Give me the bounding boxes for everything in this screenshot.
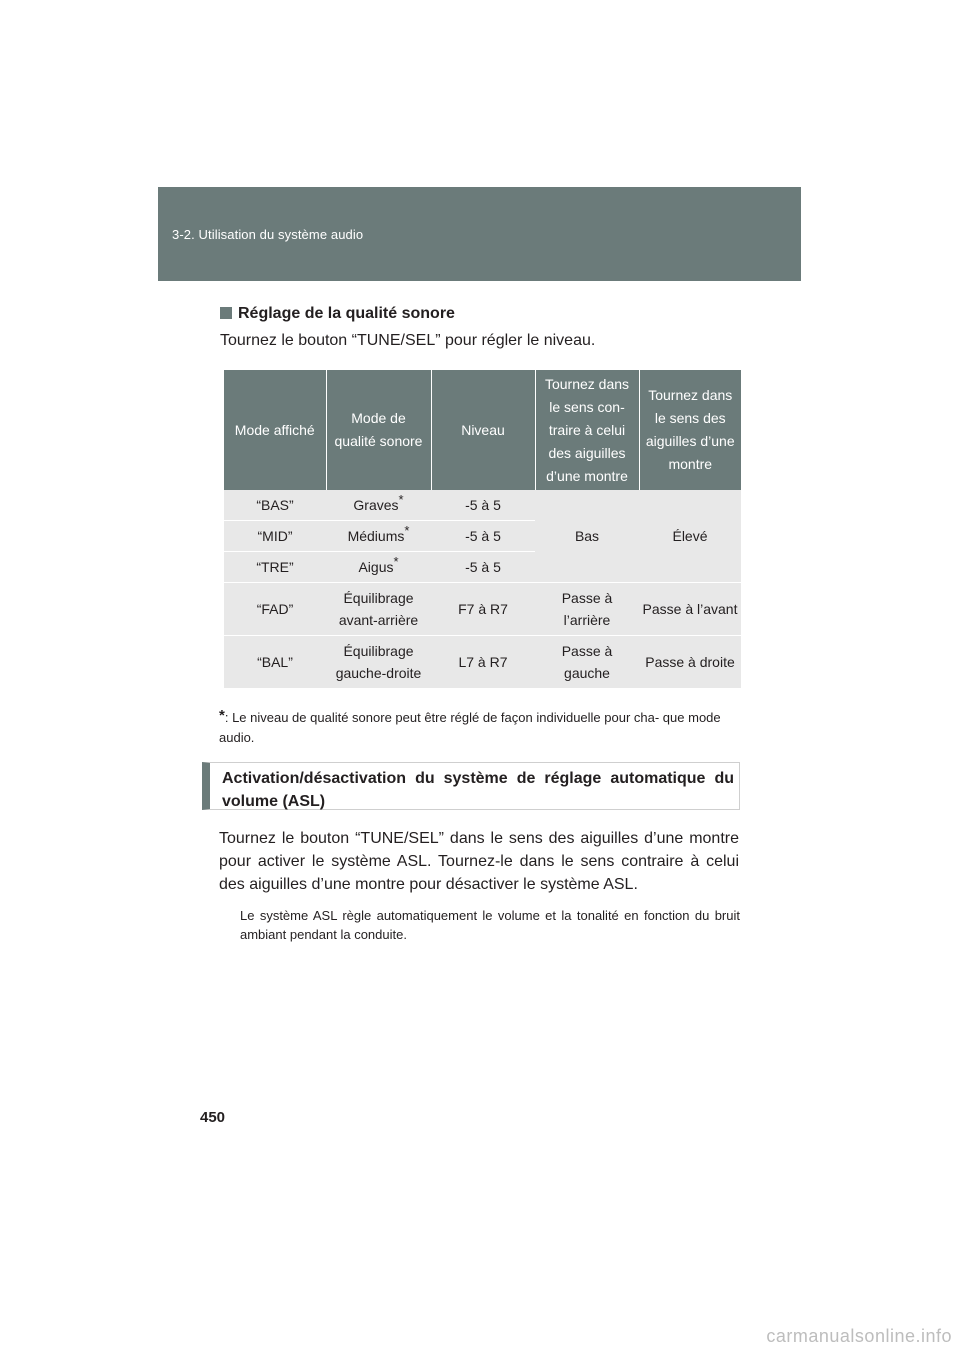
cell-quality (326, 521, 431, 552)
table-row (224, 490, 741, 521)
footnote-text: : Le niveau de qualité sonore peut être réglé de façon individuelle pour cha- que mode audio. (219, 710, 721, 745)
table-footnote (219, 706, 741, 748)
quality-label: Graves (353, 497, 399, 513)
quality-label: Médiums (347, 528, 405, 544)
subsection-heading (220, 305, 455, 323)
cell-quality (326, 552, 431, 583)
cell-level: -5 à 5 (431, 552, 535, 583)
section-body: Tournez le bouton “TUNE/SEL” dans le sens des aiguilles d’une montre pour activer le système ASL. Tournez-le dans le sens contraire à celui des aiguilles d’une montre pour désactiver le système ASL. (219, 830, 739, 893)
cell-mode: “TRE” (224, 552, 326, 583)
cell-level: L7 à R7 (431, 636, 535, 689)
section-heading-box (202, 762, 740, 810)
breadcrumb: 3-2. Utilisation du système audio (172, 227, 364, 242)
cell-quality: Équilibrage avant-arrière (326, 583, 431, 636)
cell-level: -5 à 5 (431, 490, 535, 521)
header-mode-affiche: Mode affiché (224, 370, 326, 490)
sound-quality-table (224, 370, 741, 689)
cell-level: -5 à 5 (431, 521, 535, 552)
header-niveau: Niveau (431, 370, 535, 490)
page-number: 450 (200, 1109, 226, 1126)
cell-mode: “MID” (224, 521, 326, 552)
cell-ccw-merged: Bas (535, 490, 639, 583)
section-note: Le système ASL règle automatiquement le volume et la tonalité en fonction du bruit ambiant pendant la conduite. (240, 908, 740, 942)
subsection-title: Réglage de la qualité sonore (238, 305, 455, 322)
section-title: Activation/désactivation du système de réglage automatique du volume (ASL) (222, 770, 734, 810)
cell-cw: Passe à droite (639, 636, 741, 689)
table-row (224, 583, 741, 636)
cell-mode: “BAS” (224, 490, 326, 521)
cell-quality: Équilibrage gauche-droite (326, 636, 431, 689)
quality-label: Aigus (358, 559, 394, 575)
footnote-mark: * (219, 707, 225, 724)
cell-ccw: Passe à l’arrière (535, 583, 639, 636)
watermark: carmanualsonline.info (766, 1326, 952, 1346)
cell-level: F7 à R7 (431, 583, 535, 636)
header-clockwise: Tournez dans le sens des aiguilles d’une montre (639, 370, 741, 490)
chapter-header-band (158, 187, 801, 281)
footnote-star: * (398, 492, 404, 507)
cell-mode: “FAD” (224, 583, 326, 636)
cell-cw: Passe à l’avant (639, 583, 741, 636)
cell-quality (326, 490, 431, 521)
table-header-row (224, 370, 741, 490)
header-counterclockwise: Tournez dans le sens con-traire à celui des aiguilles d’une montre (535, 370, 639, 490)
cell-cw-merged: Élevé (639, 490, 741, 583)
cell-ccw: Passe à gauche (535, 636, 639, 689)
table-row (224, 636, 741, 689)
header-mode-qualite: Mode de qualité sonore (326, 370, 431, 490)
square-bullet-icon (220, 307, 232, 319)
footnote-star: * (404, 523, 410, 538)
cell-mode: “BAL” (224, 636, 326, 689)
footnote-star: * (393, 554, 399, 569)
subsection-intro: Tournez le bouton “TUNE/SEL” pour régler le niveau. (220, 332, 596, 349)
